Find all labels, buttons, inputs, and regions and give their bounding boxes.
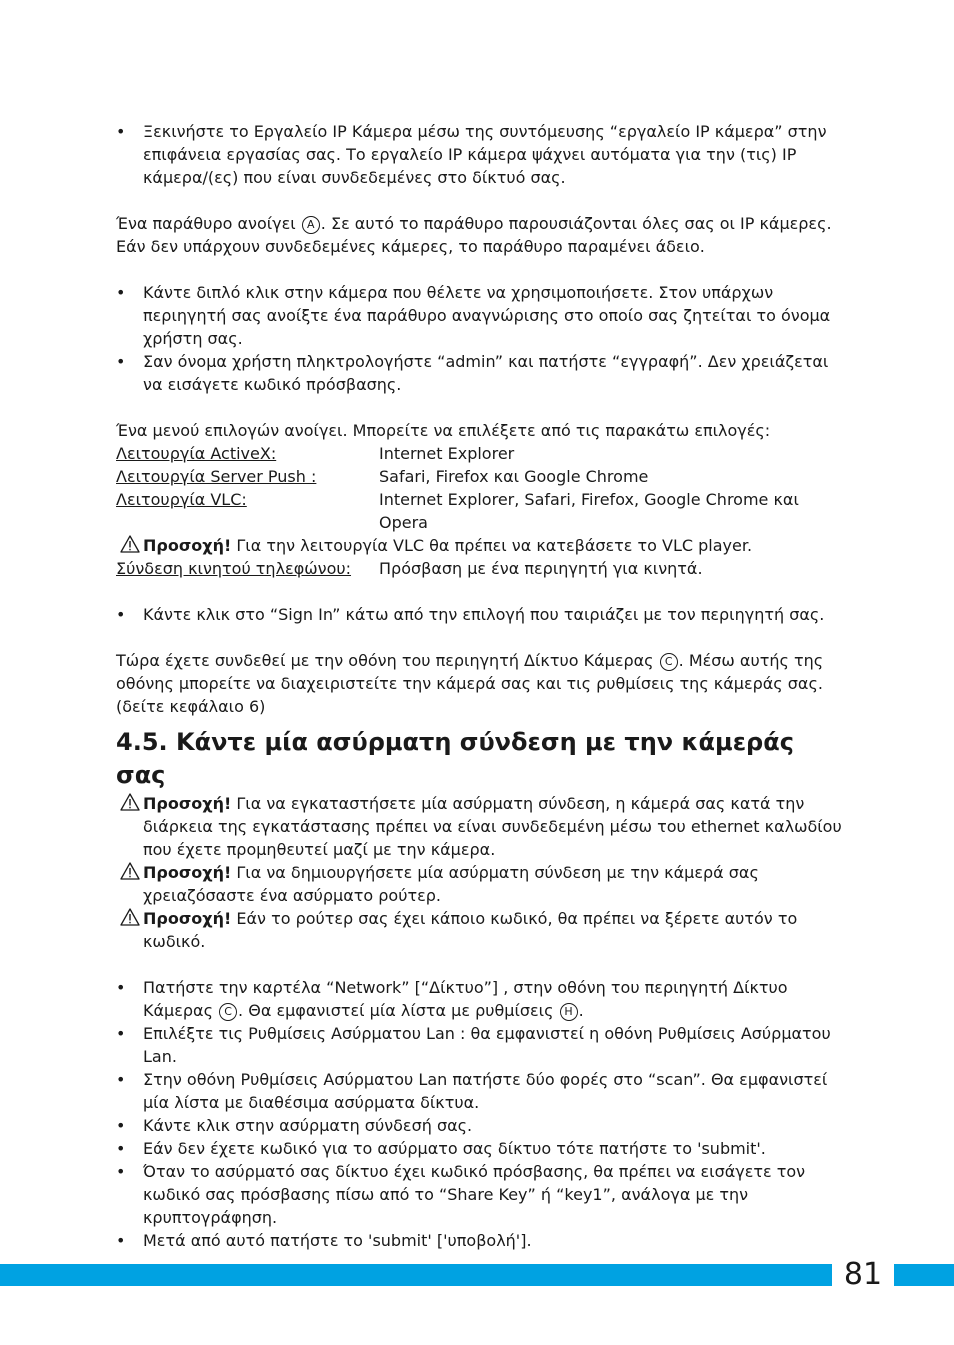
page-number: 81	[832, 1256, 894, 1294]
footer-bar	[0, 1264, 954, 1286]
section-heading: 4.5. Κάντε μία ασύρματη σύνδεση με την κάμεράς σας	[116, 728, 794, 789]
mode-row-vlc: Λειτουργία VLC: Internet Explorer, Safari, Firefox, Google Chrome και Opera	[116, 490, 799, 532]
menu-intro: Ένα μενού επιλογών ανοίγει. Μπορείτε να επιλέξετε από τις παρακάτω επιλογές:	[116, 421, 771, 440]
list-item: • Στην οθόνη Ρυθμίσεις Ασύρματου Lan πατήστε δύο φορές στο “scan”. Θα εμφανιστεί μία λίστα με διαθέσιμα ασύρματα δίκτυα.	[116, 1068, 842, 1114]
warning-router: Προσοχή! Για να δημιουργήσετε μία ασύρματη σύνδεση με την κάμερά σας χρειαζόσαστε ένα ασύρματο ρούτερ.	[116, 861, 842, 907]
marker-c: C	[660, 653, 678, 671]
marker-c: C	[219, 1003, 237, 1021]
list-item: • Κάντε κλικ στο “Sign In” κάτω από την επιλογή που ταιριάζει με τον περιηγητή σας.	[116, 603, 842, 626]
mode-row-activex: Λειτουργία ActiveX: Internet Explorer	[116, 444, 515, 463]
warning-ethernet: Προσοχή! Για να εγκαταστήσετε μία ασύρματη σύνδεση, η κάμερά σας κατά την διάρκεια της εγκατάστασης πρέπει να είναι συνδεδεμένη μέσω του ethernet καλωδίου που έχετε προμηθευτεί μαζί με την κάμερα.	[116, 792, 842, 861]
warning-icon	[120, 793, 140, 811]
warning-router-password: Προσοχή! Εάν το ρούτερ σας έχει κάποιο κωδικό, θα πρέπει να ξέρετε αυτόν το κωδικό.	[116, 907, 842, 953]
warning-icon	[120, 908, 140, 926]
mode-row-server-push: Λειτουργία Server Push : Safari, Firefox και Google Chrome	[116, 467, 649, 486]
list-item: • Όταν το ασύρματό σας δίκτυο έχει κωδικό πρόσβασης, θα πρέπει να εισάγετε τον κωδικό σας πρόσβασης πίσω από το “Share Key” ή “key1”, ανάλογα με την κρυπτογράφηση.	[116, 1160, 842, 1229]
page-content	[116, 120, 842, 1252]
list-item: • Εάν δεν έχετε κωδικό για το ασύρματο σας δίκτυο τότε πατήστε το 'submit'.	[116, 1137, 842, 1160]
list-item: • Κάντε διπλό κλικ στην κάμερα που θέλετε να χρησιμοποιήσετε. Στον υπάρχων περιηγητή σας ανοίξτε ένα παράθυρο αναγνώρισης στο οποίο σας ζητείται το όνομα χρήστη σας.	[116, 281, 842, 350]
paragraph-window-opens: Ένα παράθυρο ανοίγει A . Σε αυτό το παράθυρο παρουσιάζονται όλες σας οι IP κάμερες. Εάν δεν υπάρχουν συνδεδεμένες κάμερες, το παράθυρο παραμένει άδειο.	[116, 214, 832, 256]
paragraph-connected: Τώρα έχετε συνδεθεί με την οθόνη του περιηγητή Δίκτυο Κάμερας C . Μέσω αυτής της οθόνης μπορείτε να διαχειριστείτε την κάμερά σας και τις ρυθμίσεις της κάμεράς σας. (δείτε κεφάλαιο 6)	[116, 651, 824, 716]
list-item: • Ξεκινήστε το Εργαλείο IP Κάμερα μέσω της συντόμευσης “εργαλείο IP κάμερα” στην επιφάνεια εργασίας σας. Το εργαλείο IP κάμερα ψάχνει αυτόματα για την (τις) IP κάμερα/(ες) που είναι συνδεδεμένες στο δίκτυό σας.	[116, 120, 842, 189]
list-item: • Κάντε κλικ στην ασύρματη σύνδεσή σας.	[116, 1114, 842, 1137]
list-item: • Σαν όνομα χρήστη πληκτρολογήστε “admin” και πατήστε “εγγραφή”. Δεν χρειάζεται να εισάγετε κωδικό πρόσβασης.	[116, 350, 842, 396]
mode-row-mobile: Σύνδεση κινητού τηλεφώνου: Πρόσβαση με ένα περιηγητή για κινητά.	[116, 559, 703, 578]
warning-icon	[120, 862, 140, 880]
warning-vlc: Προσοχή! Για την λειτουργία VLC θα πρέπει να κατεβάσετε το VLC player.	[116, 534, 842, 557]
warning-icon	[120, 535, 140, 553]
list-item: • Μετά από αυτό πατήστε το 'submit' ['υποβολή'].	[116, 1229, 842, 1252]
marker-a: A	[302, 216, 320, 234]
marker-h: H	[560, 1003, 578, 1021]
list-item: • Επιλέξτε τις Ρυθμίσεις Ασύρματου Lan : θα εμφανιστεί η οθόνη Ρυθμίσεις Ασύρματου Lan.	[116, 1022, 842, 1068]
list-item: • Πατήστε την καρτέλα “Network” [“Δίκτυο”] , στην οθόνη του περιηγητή Δίκτυο Κάμερας C . Θα εμφανιστεί μία λίστα με ρυθμίσεις H .	[116, 976, 842, 1022]
